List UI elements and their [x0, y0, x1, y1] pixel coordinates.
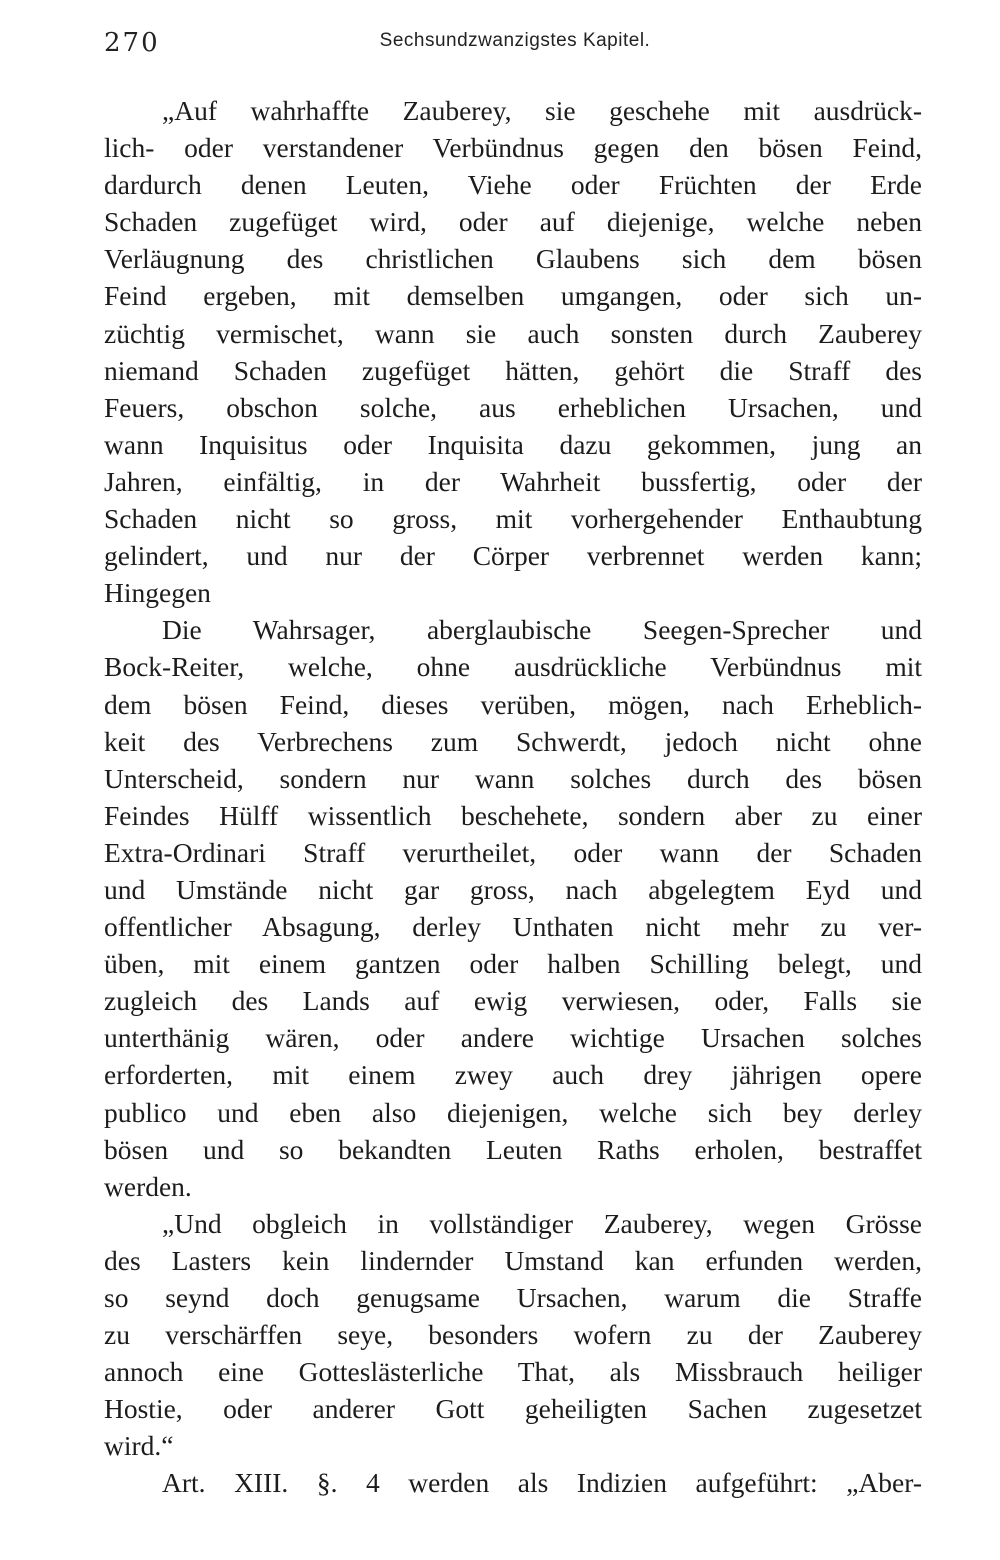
text-line: bösen und so bekandten Leuten Raths erholen, bestraffet [104, 1133, 922, 1165]
text-line: Hostie, oder anderer Gott geheiligten Sachen zugesetzet [104, 1393, 922, 1425]
text-line: Bock-Reiter, welche, ohne ausdrückliche Verbündnus mit [104, 651, 922, 683]
text-line: Feind ergeben, mit demselben umgangen, oder sich un- [104, 280, 922, 312]
text-line: Art. XIII. §. 4 werden als Indizien aufgeführt: „Aber- [162, 1467, 922, 1499]
text-line: wird.“ [104, 1430, 174, 1462]
page-number: 270 [104, 28, 160, 58]
text-line: Verläugnung des christlichen Glaubens sich dem bösen [104, 243, 922, 275]
text-line: üben, mit einem gantzen oder halben Schilling belegt, und [104, 948, 922, 980]
text-line: Unterscheid, sondern nur wann solches durch des bösen [104, 762, 922, 794]
paragraph [104, 92, 922, 611]
text-line: Feindes Hülff wissentlich beschehete, sondern aber zu einer [104, 799, 922, 831]
text-line: des Lasters kein lindernder Umstand kan erfunden werden, [104, 1244, 922, 1276]
text-line: dem bösen Feind, dieses verüben, mögen, nach Erheblich- [104, 688, 922, 720]
text-line: züchtig vermischet, wann sie auch sonsten durch Zauberey [104, 317, 922, 349]
paragraph [104, 611, 922, 1205]
text-line: gelindert, und nur der Cörper verbrennet werden kann; [104, 540, 922, 572]
text-line: wann Inquisitus oder Inquisita dazu gekommen, jung an [104, 428, 922, 460]
text-line: Schaden zugefüget wird, oder auf diejenige, welche neben [104, 206, 922, 238]
text-line: offentlicher Absagung, derley Unthaten nicht mehr zu ver- [104, 911, 922, 943]
text-line: annoch eine Gotteslästerliche That, als Missbrauch heiliger [104, 1356, 922, 1388]
text-line: Feuers, obschon solche, aus erheblichen Ursachen, und [104, 391, 922, 423]
text-line: niemand Schaden zugefüget hätten, gehört die Straff des [104, 354, 922, 386]
text-line: keit des Verbrechens zum Schwerdt, jedoch nicht ohne [104, 725, 922, 757]
body-text [104, 92, 922, 1502]
text-line: unterthänig wären, oder andere wichtige Ursachen solches [104, 1022, 922, 1054]
text-line: so seynd doch genugsame Ursachen, warum die Straffe [104, 1282, 922, 1313]
text-line: Schaden nicht so gross, mit vorhergehender Enthaubtung [104, 503, 922, 535]
page-header [100, 24, 930, 64]
text-line: und Umstände nicht gar gross, nach abgelegtem Eyd und [104, 873, 922, 905]
text-line: zugleich des Lands auf ewig verwiesen, oder, Falls sie [104, 985, 922, 1017]
text-line: erforderten, mit einem zwey auch drey jährigen opere [104, 1059, 922, 1091]
paragraph [104, 1205, 922, 1465]
text-line: werden. [104, 1170, 192, 1202]
text-line: „Und obgleich in vollständiger Zauberey, wegen Grösse [162, 1207, 922, 1239]
text-line: dardurch denen Leuten, Viehe oder Früchten der Erde [104, 169, 922, 201]
running-head: Sechsundzwanzigstes Kapitel. [379, 30, 651, 51]
text-line: Hingegen [104, 577, 211, 609]
text-line: Extra-Ordinari Straff verurtheilet, oder wann der Schaden [104, 836, 922, 868]
text-line: zu verschärffen seye, besonders wofern zu der Zauberey [104, 1319, 922, 1351]
text-line: Jahren, einfältig, in der Wahrheit bussfertig, oder der [104, 465, 922, 497]
text-line: publico und eben also diejenigen, welche sich bey derley [104, 1096, 922, 1128]
text-line: lich- oder verstandener Verbündnus gegen den bösen Feind, [104, 132, 922, 164]
paragraph [104, 1464, 922, 1501]
text-line: „Auf wahrhaffte Zauberey, sie geschehe mit ausdrück- [162, 95, 922, 126]
text-line: Die Wahrsager, aberglaubische Seegen-Sprecher und [162, 614, 922, 646]
